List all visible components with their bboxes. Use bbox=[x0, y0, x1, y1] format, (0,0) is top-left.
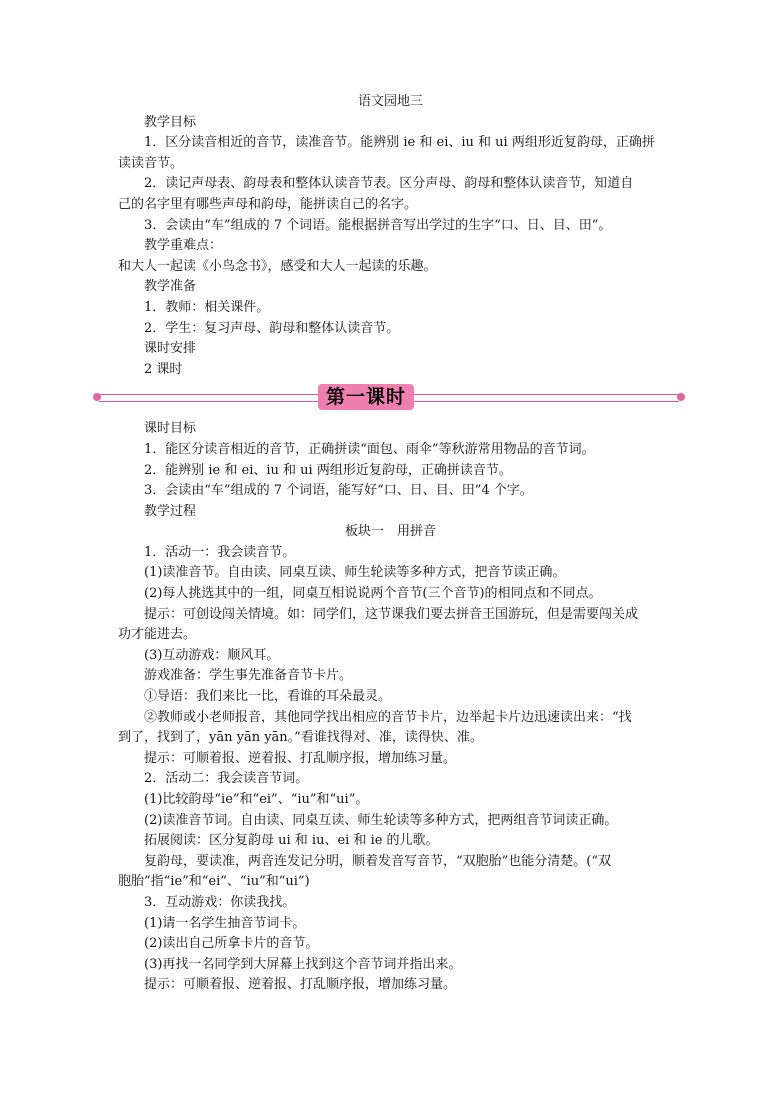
schedule-heading: 课时安排 bbox=[144, 341, 197, 357]
objective-line: 己的名字里有哪些声母和韵母，能拼读自己的名字。 bbox=[118, 196, 418, 212]
process-line: 游戏准备：学生事先准备音节卡片。 bbox=[144, 668, 353, 684]
process-line: ①导语：我们来比一比，看谁的耳朵最灵。 bbox=[144, 689, 392, 705]
process-line: (3)再找一名同学到大屏幕上找到这个音节词并指出来。 bbox=[144, 956, 462, 972]
process-line: 1．活动一：我会读音节。 bbox=[144, 544, 296, 560]
objective-line: 读读音节。 bbox=[118, 155, 184, 171]
process-line: 到了，找到了，yān yān yān。”看谁找得对、准，读得快、准。 bbox=[118, 730, 483, 746]
lesson-objective-line: 2．能辨别 ie 和 ei、iu 和 ui 两组形近复韵母，正确拼读音节。 bbox=[144, 462, 512, 478]
schedule-text: 2 课时 bbox=[144, 361, 183, 377]
prep-line: 1．教师：相关课件。 bbox=[144, 299, 270, 315]
process-line: (2)读出自己所拿卡片的音节。 bbox=[144, 936, 319, 952]
process-line: (1)比较韵母“ie”和“ei”、“iu”和“ui”。 bbox=[144, 792, 369, 807]
document-page bbox=[118, 92, 663, 996]
process-line: 功才能进去。 bbox=[118, 627, 197, 643]
process-line: 复韵母，要读准，两音连发记分明，顺着发音写音节，“双胞胎”也能分清楚。(“双 bbox=[144, 853, 612, 869]
process-line: 提示：可顺着报、逆着报、打乱顺序报，增加练习量。 bbox=[144, 977, 457, 993]
process-heading: 教学过程 bbox=[144, 503, 197, 519]
lesson-objective-line: 3．会读由“车”组成的 7 个词语，能写好“口、日、目、田”4 个字。 bbox=[144, 483, 533, 499]
objectives-heading: 教学目标 bbox=[144, 114, 197, 130]
process-line: 提示：可创设闯关情境。如：同学们，这节课我们要去拼音王国游玩，但是需要闯关成 bbox=[144, 606, 639, 622]
section-title: 板块一 用拼音 bbox=[344, 524, 436, 540]
objective-line: 2．读记声母表、韵母表和整体认读音节表。区分声母、韵母和整体认读音节，知道自 bbox=[144, 176, 634, 192]
process-line: (2)读准音节词。自由读、同桌互读、师生轮读等多种方式，把两组音节词读正确。 bbox=[144, 812, 618, 828]
prep-heading: 教学准备 bbox=[144, 279, 197, 295]
process-line: (2)每人挑选其中的一组，同桌互相说说两个音节(三个音节)的相同点和不同点。 bbox=[144, 586, 602, 602]
process-line: (1)读准音节。自由读、同桌互读、师生轮读等多种方式，把音节读正确。 bbox=[144, 565, 566, 581]
lesson-objective-line: 1．能区分读音相近的音节，正确拼读“面包、雨伞”等秋游常用物品的音节词。 bbox=[144, 441, 595, 457]
lesson-banner bbox=[93, 383, 685, 413]
prep-line: 2．学生：复习声母、韵母和整体认读音节。 bbox=[144, 320, 400, 336]
banner-dot-right bbox=[677, 393, 685, 401]
key-points-text: 和大人一起读《小鸟念书》，感受和大人一起读的乐趣。 bbox=[118, 258, 437, 274]
process-line: ②教师或小老师报音，其他同学找出相应的音节卡片，边举起卡片边迅速读出来：“找 bbox=[144, 709, 632, 725]
process-line: 拓展阅读：区分复韵母 ui 和 iu、ei 和 ie 的儿歌。 bbox=[144, 833, 439, 849]
process-line: 2．活动二：我会读音节词。 bbox=[144, 771, 309, 787]
lesson-objectives-heading: 课时目标 bbox=[144, 421, 197, 437]
banner-label: 第一课时 bbox=[318, 384, 414, 410]
process-line: 胞胎”指“ie”和“ei”、“iu”和“ui”) bbox=[118, 874, 310, 890]
process-line: (1)请一名学生抽音节词卡。 bbox=[144, 915, 306, 931]
key-points-heading: 教学重难点： bbox=[144, 238, 223, 254]
document-title: 语文园地三 bbox=[357, 94, 423, 109]
process-line: (3)互动游戏：顺风耳。 bbox=[144, 647, 280, 663]
objective-line: 1．区分读音相近的音节，读准音节。能辨别 ie 和 ei、iu 和 ui 两组形近复韵母，正确拼 bbox=[144, 135, 655, 151]
objective-line: 3．会读由“车”组成的 7 个词语。能根据拼音写出学过的生字“口、日、目、田”。 bbox=[144, 217, 612, 233]
process-line: 3．互动游戏：你读我找。 bbox=[144, 894, 296, 910]
process-line: 提示：可顺着报、逆着报、打乱顺序报，增加练习量。 bbox=[144, 750, 457, 766]
